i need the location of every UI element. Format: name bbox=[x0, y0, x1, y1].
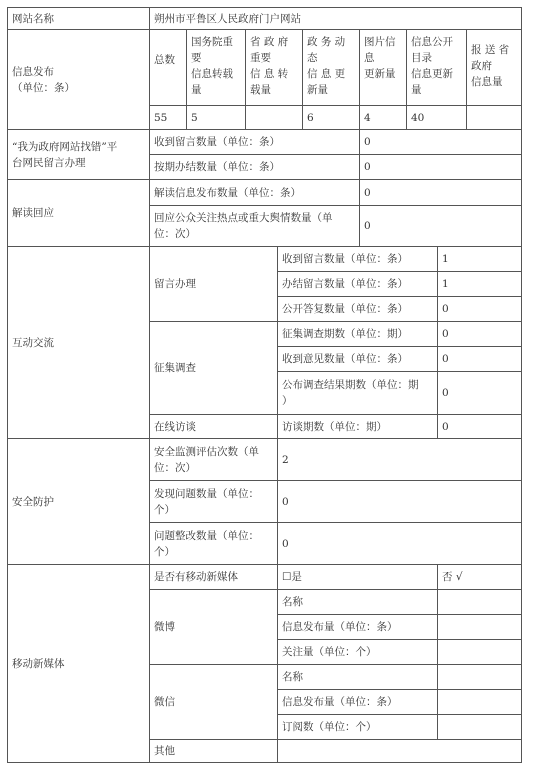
mobile-has-label: 是否有移动新媒体 bbox=[149, 564, 278, 590]
security-monitor-label: 安全监测评估次数（单 位：次） bbox=[149, 438, 278, 481]
interact-survey-results-label: 公布调查结果期数（单位：期 ） bbox=[277, 371, 438, 415]
interact-msg-done-value: 1 bbox=[437, 271, 522, 297]
interact-online-periods-label: 访谈期数（单位：期） bbox=[277, 414, 438, 439]
publish-value-report bbox=[466, 105, 522, 130]
publish-header-catalog: 信息公开 目录 信息更新 量 bbox=[406, 29, 467, 106]
mobile-yes-option[interactable]: ☐是 bbox=[277, 564, 438, 590]
security-fixed-label: 问题整改数量（单位： 个） bbox=[149, 522, 278, 565]
wrong-site-ontime-value: 0 bbox=[359, 154, 522, 180]
security-fixed-value: 0 bbox=[277, 522, 522, 565]
publish-header-images: 图片信息 更新量 bbox=[359, 29, 407, 106]
weibo-posts-label: 信息发布量（单位：条） bbox=[277, 614, 438, 640]
publish-value-province bbox=[245, 105, 303, 130]
wechat-name-value bbox=[437, 664, 522, 690]
interpret-release-label: 解读信息发布数量（单位：条） bbox=[149, 179, 360, 206]
site-name-label: 网站名称 bbox=[7, 7, 150, 30]
mobile-label: 移动新媒体 bbox=[7, 564, 150, 763]
publish-header-state-council: 国务院重 要 信息转载 量 bbox=[186, 29, 246, 106]
weibo-name-value bbox=[437, 589, 522, 615]
interact-msg-reply-value: 0 bbox=[437, 296, 522, 322]
interact-survey-label: 征集调查 bbox=[149, 321, 278, 415]
security-found-value: 0 bbox=[277, 480, 522, 523]
interact-label: 互动交流 bbox=[7, 246, 150, 439]
publish-value-affairs: 6 bbox=[302, 105, 360, 130]
mobile-weibo-label: 微博 bbox=[149, 589, 278, 665]
interact-msg-done-label: 办结留言数量（单位：条） bbox=[277, 271, 438, 297]
interact-online-label: 在线访谈 bbox=[149, 414, 278, 439]
security-label: 安全防护 bbox=[7, 438, 150, 565]
interact-msg-received-label: 收到留言数量（单位：条） bbox=[277, 246, 438, 272]
publish-value-catalog: 40 bbox=[406, 105, 467, 130]
weibo-followers-value bbox=[437, 639, 522, 665]
publish-label: 信息发布 （单位：条） bbox=[7, 29, 150, 130]
publish-header-affairs: 政 务 动 态 信 息 更 新量 bbox=[302, 29, 360, 106]
mobile-other-value bbox=[277, 739, 522, 763]
interact-msg-reply-label: 公开答复数量（单位：条） bbox=[277, 296, 438, 322]
security-found-label: 发现问题数量（单位： 个） bbox=[149, 480, 278, 523]
wrong-site-received-value: 0 bbox=[359, 129, 522, 155]
weibo-followers-label: 关注量（单位：个） bbox=[277, 639, 438, 665]
publish-value-total: 55 bbox=[149, 105, 187, 130]
interact-survey-opinions-value: 0 bbox=[437, 346, 522, 372]
wechat-name-label: 名称 bbox=[277, 664, 438, 690]
weibo-name-label: 名称 bbox=[277, 589, 438, 615]
wrong-site-ontime-label: 按期办结数量（单位：条） bbox=[149, 154, 360, 180]
mobile-other-label: 其他 bbox=[149, 739, 278, 763]
interact-survey-periods-value: 0 bbox=[437, 321, 522, 347]
mobile-no-option[interactable]: 否 √ bbox=[437, 564, 522, 590]
security-monitor-value: 2 bbox=[277, 438, 522, 481]
interact-survey-periods-label: 征集调查期数（单位：期） bbox=[277, 321, 438, 347]
interpret-response-label: 回应公众关注热点或重大舆情数量（单 位：次） bbox=[149, 205, 360, 247]
interact-survey-opinions-label: 收到意见数量（单位：条） bbox=[277, 346, 438, 372]
wrong-site-received-label: 收到留言数量（单位：条） bbox=[149, 129, 360, 155]
publish-header-report: 报 送 省 政府 信息量 bbox=[466, 29, 522, 106]
publish-value-images: 4 bbox=[359, 105, 407, 130]
wechat-subscribers-value bbox=[437, 714, 522, 740]
site-name-value: 朔州市平鲁区人民政府门户网站 bbox=[149, 7, 522, 30]
interact-message-label: 留言办理 bbox=[149, 246, 278, 322]
wechat-posts-value bbox=[437, 689, 522, 715]
mobile-wechat-label: 微信 bbox=[149, 664, 278, 740]
interact-online-periods-value: 0 bbox=[437, 414, 522, 439]
wechat-posts-label: 信息发布量（单位：条） bbox=[277, 689, 438, 715]
interpret-release-value: 0 bbox=[359, 179, 522, 206]
interpret-response-value: 0 bbox=[359, 205, 522, 247]
publish-value-state-council: 5 bbox=[186, 105, 246, 130]
wechat-subscribers-label: 订阅数（单位：个） bbox=[277, 714, 438, 740]
interact-msg-received-value: 1 bbox=[437, 246, 522, 272]
interact-survey-results-value: 0 bbox=[437, 371, 522, 415]
publish-header-province: 省 政 府 重要 信 息 转 载量 bbox=[245, 29, 303, 106]
publish-header-total: 总数 bbox=[149, 29, 187, 106]
weibo-posts-value bbox=[437, 614, 522, 640]
interpret-label: 解读回应 bbox=[7, 179, 150, 247]
wrong-site-label: “我为政府网站找错”平 台网民留言办理 bbox=[7, 129, 150, 180]
